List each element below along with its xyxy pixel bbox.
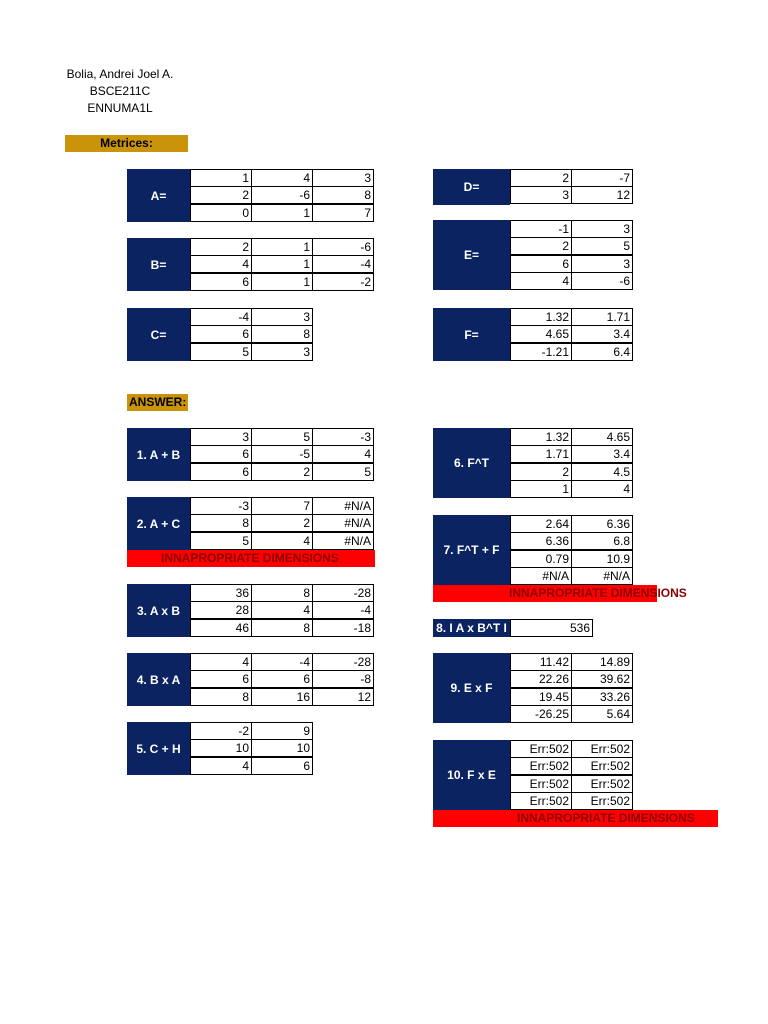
- cell-q4-r3c3[interactable]: 12: [312, 688, 374, 706]
- cell-C-r3c1[interactable]: 5: [190, 343, 252, 361]
- cell-q2-r3c3[interactable]: #N/A: [312, 532, 374, 550]
- label-q8: 8. I A x B^T I: [433, 619, 510, 637]
- cell-q7-r3c2[interactable]: 10.9: [571, 550, 633, 568]
- label-q10: 10. F x E: [433, 740, 510, 810]
- cell-A-r3c1[interactable]: 0: [190, 204, 252, 222]
- cell-q2-r3c2[interactable]: 4: [251, 532, 313, 550]
- cell-q3-r3c2[interactable]: 8: [251, 619, 313, 637]
- cell-q10-r4c1[interactable]: Err:502: [510, 792, 572, 810]
- cell-q7-r1c2[interactable]: 6.36: [571, 515, 633, 533]
- cell-q3-r3c3[interactable]: -18: [312, 619, 374, 637]
- cell-A-r3c3[interactable]: 7: [312, 204, 374, 222]
- cell-q7-r3c1[interactable]: 0.79: [510, 550, 572, 568]
- cell-q3-r1c2[interactable]: 8: [251, 584, 313, 602]
- cell-q4-r2c2[interactable]: 6: [251, 670, 313, 688]
- cell-q10-r3c1[interactable]: Err:502: [510, 775, 572, 793]
- cell-q5-r3c1[interactable]: 4: [190, 757, 252, 775]
- answer-heading: ANSWER:: [129, 395, 187, 409]
- cell-q7-r2c2[interactable]: 6.8: [571, 532, 633, 550]
- cell-q3-r2c2[interactable]: 4: [251, 601, 313, 619]
- cell-B-r2c3[interactable]: -4: [312, 255, 374, 273]
- cell-q9-r2c1[interactable]: 22.26: [510, 670, 572, 688]
- label-A: A=: [127, 169, 190, 222]
- cell-F-r2c1[interactable]: 4.65: [510, 325, 572, 343]
- cell-q6-r2c2[interactable]: 3.4: [571, 445, 633, 463]
- label-D: D=: [433, 169, 510, 205]
- cell-q7-r4c2[interactable]: #N/A: [571, 567, 633, 585]
- cell-E-r3c1[interactable]: 6: [510, 255, 572, 273]
- cell-q9-r1c2[interactable]: 14.89: [571, 653, 633, 671]
- cell-q4-r3c1[interactable]: 8: [190, 688, 252, 706]
- cell-D-r2c2[interactable]: 12: [571, 186, 633, 204]
- cell-A-r1c3[interactable]: 3: [312, 169, 374, 187]
- cell-q2-r2c1[interactable]: 8: [190, 514, 252, 532]
- cell-E-r4c2[interactable]: -6: [571, 272, 633, 290]
- label-q6: 6. F^T: [433, 428, 510, 498]
- student-name: Bolia, Andrei Joel A.: [66, 67, 174, 81]
- cell-D-r1c2[interactable]: -7: [571, 169, 633, 187]
- cell-q10-r2c2[interactable]: Err:502: [571, 757, 633, 775]
- cell-q4-r2c3[interactable]: -8: [312, 670, 374, 688]
- cell-q6-r4c2[interactable]: 4: [571, 480, 633, 498]
- cell-q9-r4c1[interactable]: -26.25: [510, 705, 572, 723]
- cell-q4-r1c1[interactable]: 4: [190, 653, 252, 671]
- cell-B-r3c2[interactable]: 1: [251, 273, 313, 291]
- cell-q10-r3c2[interactable]: Err:502: [571, 775, 633, 793]
- cell-q7-r4c1[interactable]: #N/A: [510, 567, 572, 585]
- label-F: F=: [433, 308, 510, 361]
- cell-D-r1c1[interactable]: 2: [510, 169, 572, 187]
- cell-q3-r2c1[interactable]: 28: [190, 601, 252, 619]
- cell-q2-r3c1[interactable]: 5: [190, 532, 252, 550]
- cell-q10-r1c1[interactable]: Err:502: [510, 740, 572, 758]
- cell-q5-r2c1[interactable]: 10: [190, 739, 252, 757]
- cell-A-r2c2[interactable]: -6: [251, 186, 313, 204]
- cell-C-r2c2[interactable]: 8: [251, 325, 313, 343]
- cell-q2-r2c2[interactable]: 2: [251, 514, 313, 532]
- cell-q3-r3c1[interactable]: 46: [190, 619, 252, 637]
- error-q2: INNAPROPRIATE DIMENSIONS: [127, 550, 375, 567]
- cell-q1-r2c1[interactable]: 6: [190, 445, 252, 463]
- cell-F-r3c1[interactable]: -1.21: [510, 343, 572, 361]
- cell-F-r3c2[interactable]: 6.4: [571, 343, 633, 361]
- cell-q5-r3c2[interactable]: 6: [251, 757, 313, 775]
- cell-q6-r3c2[interactable]: 4.5: [571, 463, 633, 481]
- cell-q7-r2c1[interactable]: 6.36: [510, 532, 572, 550]
- cell-E-r2c1[interactable]: 2: [510, 237, 572, 255]
- cell-q7-r1c1[interactable]: 2.64: [510, 515, 572, 533]
- cell-q4-r1c3[interactable]: -28: [312, 653, 374, 671]
- cell-q4-r2c1[interactable]: 6: [190, 670, 252, 688]
- cell-q1-r3c1[interactable]: 6: [190, 463, 252, 481]
- cell-q4-r1c2[interactable]: -4: [251, 653, 313, 671]
- label-q3: 3. A x B: [127, 584, 190, 637]
- cell-A-r1c1[interactable]: 1: [190, 169, 252, 187]
- cell-B-r1c1[interactable]: 2: [190, 238, 252, 256]
- error-q10: INNAPROPRIATE DIMENSIONS: [433, 810, 718, 827]
- cell-E-r4c1[interactable]: 4: [510, 272, 572, 290]
- cell-q2-r1c3[interactable]: #N/A: [312, 497, 374, 515]
- cell-q4-r3c2[interactable]: 16: [251, 688, 313, 706]
- cell-q9-r2c2[interactable]: 39.62: [571, 670, 633, 688]
- cell-B-r1c3[interactable]: -6: [312, 238, 374, 256]
- label-q4: 4. B x A: [127, 653, 190, 706]
- cell-q1-r3c3[interactable]: 5: [312, 463, 374, 481]
- cell-q6-r4c1[interactable]: 1: [510, 480, 572, 498]
- course-code: ENNUMA1L: [87, 101, 153, 115]
- cell-F-r1c1[interactable]: 1.32: [510, 308, 572, 326]
- cell-B-r2c2[interactable]: 1: [251, 255, 313, 273]
- cell-E-r1c1[interactable]: -1: [510, 220, 572, 238]
- cell-F-r1c2[interactable]: 1.71: [571, 308, 633, 326]
- cell-B-r3c1[interactable]: 6: [190, 273, 252, 291]
- cell-q9-r3c2[interactable]: 33.26: [571, 688, 633, 706]
- cell-E-r1c2[interactable]: 3: [571, 220, 633, 238]
- error-q7: INNAPROPRIATE DIMENSIONS: [433, 585, 657, 602]
- cell-B-r1c2[interactable]: 1: [251, 238, 313, 256]
- cell-q6-r1c2[interactable]: 4.65: [571, 428, 633, 446]
- label-B: B=: [127, 238, 190, 291]
- cell-q10-r1c2[interactable]: Err:502: [571, 740, 633, 758]
- cell-E-r3c2[interactable]: 3: [571, 255, 633, 273]
- label-q7: 7. F^T + F: [433, 515, 510, 585]
- cell-A-r2c1[interactable]: 2: [190, 186, 252, 204]
- cell-A-r2c3[interactable]: 8: [312, 186, 374, 204]
- cell-D-r2c1[interactable]: 3: [510, 186, 572, 204]
- cell-q6-r3c1[interactable]: 2: [510, 463, 572, 481]
- cell-q2-r1c2[interactable]: 7: [251, 497, 313, 515]
- cell-B-r3c3[interactable]: -2: [312, 273, 374, 291]
- cell-A-r3c2[interactable]: 1: [251, 204, 313, 222]
- cell-q3-r1c3[interactable]: -28: [312, 584, 374, 602]
- cell-F-r2c2[interactable]: 3.4: [571, 325, 633, 343]
- cell-q1-r1c3[interactable]: -3: [312, 428, 374, 446]
- label-q9: 9. E x F: [433, 653, 510, 723]
- cell-q1-r2c3[interactable]: 4: [312, 445, 374, 463]
- cell-q2-r1c1[interactable]: -3: [190, 497, 252, 515]
- cell-q5-r2c2[interactable]: 10: [251, 739, 313, 757]
- cell-q6-r1c1[interactable]: 1.32: [510, 428, 572, 446]
- cell-C-r2c1[interactable]: 6: [190, 325, 252, 343]
- matrices-heading: Metrices:: [65, 135, 188, 152]
- cell-q5-r1c2[interactable]: 9: [251, 722, 313, 740]
- cell-C-r1c1[interactable]: -4: [190, 308, 252, 326]
- cell-q6-r2c1[interactable]: 1.71: [510, 445, 572, 463]
- label-q1: 1. A + B: [127, 428, 190, 481]
- cell-A-r1c2[interactable]: 4: [251, 169, 313, 187]
- cell-q10-r2c1[interactable]: Err:502: [510, 757, 572, 775]
- cell-q1-r2c2[interactable]: -5: [251, 445, 313, 463]
- cell-q1-r1c2[interactable]: 5: [251, 428, 313, 446]
- cell-q2-r2c3[interactable]: #N/A: [312, 514, 374, 532]
- cell-q8-r1c1[interactable]: 536: [510, 619, 593, 637]
- cell-q3-r1c1[interactable]: 36: [190, 584, 252, 602]
- label-E: E=: [433, 220, 510, 290]
- cell-q9-r4c2[interactable]: 5.64: [571, 705, 633, 723]
- cell-q3-r2c3[interactable]: -4: [312, 601, 374, 619]
- cell-B-r2c1[interactable]: 4: [190, 255, 252, 273]
- cell-C-r1c2[interactable]: 3: [251, 308, 313, 326]
- cell-q1-r1c1[interactable]: 3: [190, 428, 252, 446]
- cell-q1-r3c2[interactable]: 2: [251, 463, 313, 481]
- cell-E-r2c2[interactable]: 5: [571, 237, 633, 255]
- label-q2: 2. A + C: [127, 497, 190, 550]
- student-section: BSCE211C: [89, 84, 151, 98]
- cell-q9-r3c1[interactable]: 19.45: [510, 688, 572, 706]
- cell-q5-r1c1[interactable]: -2: [190, 722, 252, 740]
- label-q5: 5. C + H: [127, 722, 190, 775]
- cell-C-r3c2[interactable]: 3: [251, 343, 313, 361]
- cell-q10-r4c2[interactable]: Err:502: [571, 792, 633, 810]
- cell-q9-r1c1[interactable]: 11.42: [510, 653, 572, 671]
- label-C: C=: [127, 308, 190, 361]
